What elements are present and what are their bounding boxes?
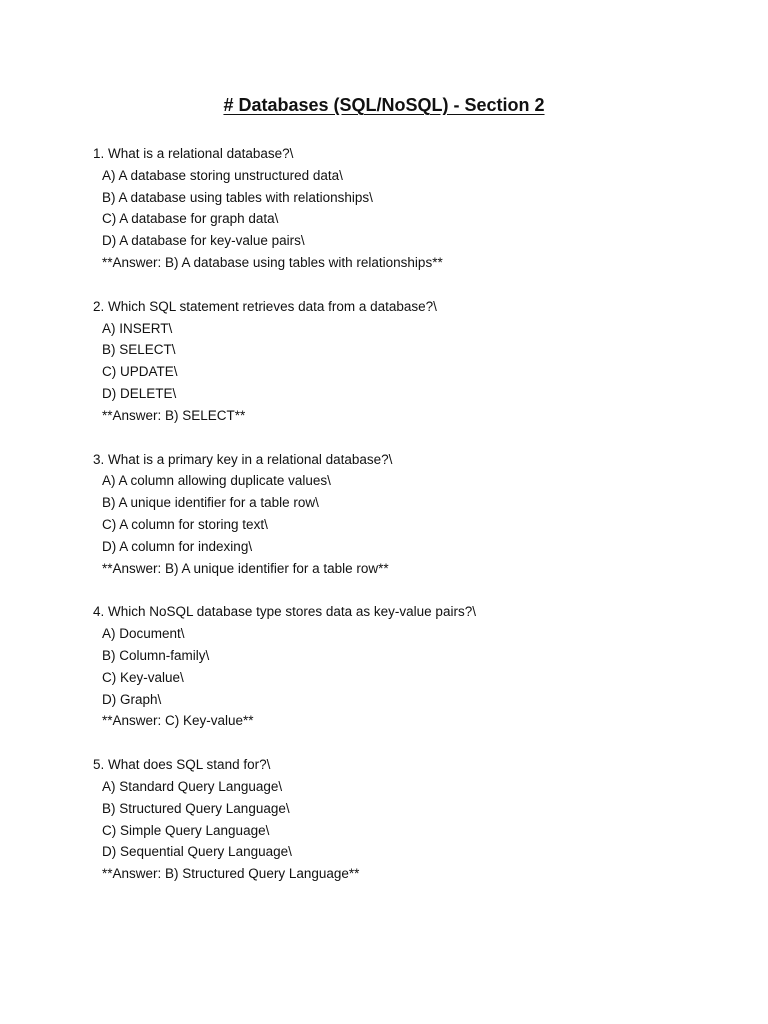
option-c: C) UPDATE\ xyxy=(102,364,178,380)
option-d: D) Graph\ xyxy=(102,691,162,707)
question-text: 5. What does SQL stand for?\ xyxy=(93,757,271,773)
option-d: D) Sequential Query Language\ xyxy=(102,844,292,860)
question-block-1 xyxy=(93,143,733,274)
option-b: B) SELECT\ xyxy=(102,342,176,358)
option-d: D) A column for indexing\ xyxy=(102,538,253,554)
answer-line: **Answer: C) Key-value** xyxy=(102,713,254,729)
question-block-2 xyxy=(93,296,733,427)
option-c: C) A database for graph data\ xyxy=(102,211,279,227)
option-a: A) A column allowing duplicate values\ xyxy=(102,473,331,489)
question-text: 4. Which NoSQL database type stores data as key-value pairs?\ xyxy=(93,604,476,620)
question-block-5 xyxy=(93,754,733,885)
answer-line: **Answer: B) A unique identifier for a table row** xyxy=(102,560,389,576)
option-c: C) A column for storing text\ xyxy=(102,516,268,532)
option-a: A) INSERT\ xyxy=(102,320,173,336)
answer-line: **Answer: B) A database using tables with relationships** xyxy=(102,254,443,270)
option-c: C) Simple Query Language\ xyxy=(102,822,270,838)
question-text: 2. Which SQL statement retrieves data from a database?\ xyxy=(93,298,437,314)
answer-line: **Answer: B) Structured Query Language** xyxy=(102,866,360,882)
option-b: B) Column-family\ xyxy=(102,647,210,663)
page-title: # Databases (SQL/NoSQL) - Section 2 xyxy=(223,95,545,115)
option-a: A) A database storing unstructured data\ xyxy=(102,167,343,183)
option-b: B) A unique identifier for a table row\ xyxy=(102,495,319,511)
option-d: D) A database for key-value pairs\ xyxy=(102,233,305,249)
question-block-4 xyxy=(93,601,733,732)
option-b: B) Structured Query Language\ xyxy=(102,800,290,816)
answer-line: **Answer: B) SELECT** xyxy=(102,407,246,423)
option-d: D) DELETE\ xyxy=(102,385,177,401)
option-a: A) Document\ xyxy=(102,626,185,642)
question-list xyxy=(93,143,733,907)
option-c: C) Key-value\ xyxy=(102,669,184,685)
option-b: B) A database using tables with relationships\ xyxy=(102,189,373,205)
option-a: A) Standard Query Language\ xyxy=(102,778,283,794)
question-block-3 xyxy=(93,449,733,580)
question-text: 3. What is a primary key in a relational database?\ xyxy=(93,451,393,467)
question-text: 1. What is a relational database?\ xyxy=(93,146,294,161)
